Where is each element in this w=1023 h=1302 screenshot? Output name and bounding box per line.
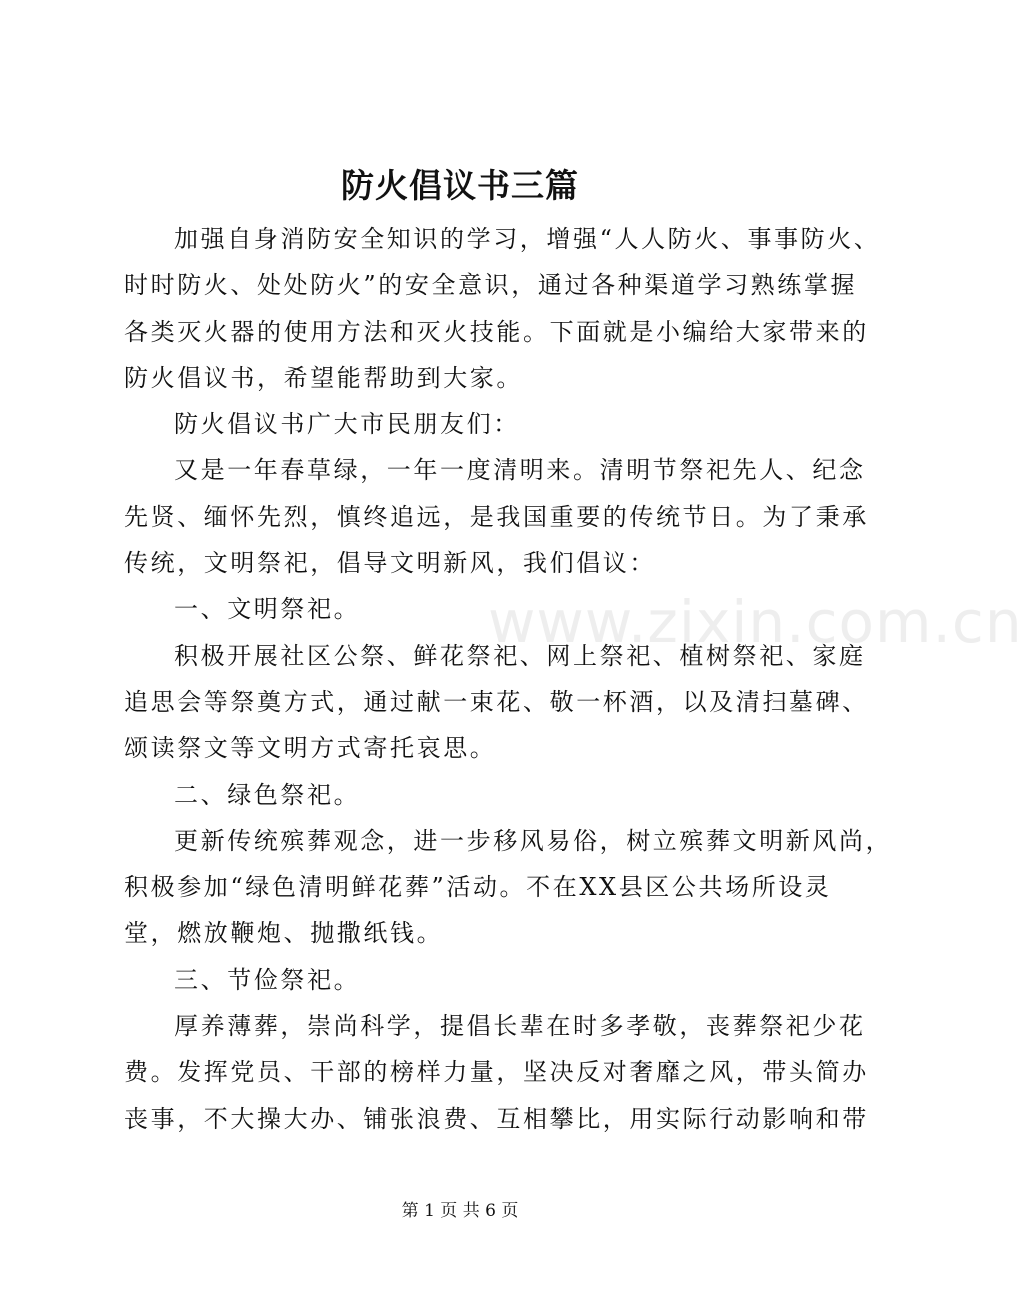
section-heading: 一、文明祭祀。 — [174, 595, 361, 624]
document-title: 防火倡议书三篇 — [341, 166, 579, 205]
paragraph-line: 防火倡议书广大市民朋友们： — [174, 410, 520, 439]
watermark: www.zixin.com.cn — [488, 588, 1023, 656]
paragraph-line: 防火倡议书，希望能帮助到大家。 — [124, 363, 523, 392]
paragraph-line: 厚养薄葬，崇尚科学，提倡长辈在时多孝敬，丧葬祭祀少花 — [174, 1012, 866, 1041]
paragraph-line: 丧事，不大操大办、铺张浪费、互相攀比，用实际行动影响和带 — [124, 1104, 869, 1133]
document-body — [124, 216, 893, 1142]
paragraph-line: 传统，文明祭祀，倡导文明新风，我们倡议： — [124, 549, 656, 578]
paragraph-line: 积极开展社区公祭、鲜花祭祀、网上祭祀、植树祭祀、家庭 — [174, 641, 866, 670]
paragraph-line: 时时防火、处处防火”的安全意识，通过各种渠道学习熟练掌握 — [124, 271, 858, 300]
paragraph-line: 又是一年春草绿，一年一度清明来。清明节祭祀先人、纪念 — [174, 456, 866, 485]
section-heading: 二、绿色祭祀。 — [174, 780, 361, 809]
section-heading: 三、节俭祭祀。 — [174, 965, 361, 994]
paragraph-line: 颂读祭文等文明方式寄托哀思。 — [124, 734, 497, 763]
paragraph-line: 先贤、缅怀先烈，慎终追远，是我国重要的传统节日。为了秉承 — [124, 502, 869, 531]
paragraph-line: 各类灭火器的使用方法和灭火技能。下面就是小编给大家带来的 — [124, 317, 869, 346]
page-footer: 第 1 页 共 6 页 — [401, 1201, 519, 1221]
paragraph-line: 费。发挥党员、干部的榜样力量，坚决反对奢靡之风，带头简办 — [124, 1058, 869, 1087]
paragraph-line: 堂，燃放鞭炮、抛撒纸钱。 — [124, 919, 444, 948]
paragraph-line: 积极参加“绿色清明鲜花葬”活动。不在XX县区公共场所设灵 — [124, 873, 832, 902]
paragraph-line: 更新传统殡葬观念，进一步移风易俗，树立殡葬文明新风尚， — [174, 826, 893, 855]
paragraph-line: 加强自身消防安全知识的学习，增强“人人防火、事事防火、 — [174, 225, 881, 253]
paragraph-line: 追思会等祭奠方式，通过献一束花、敬一杯酒，以及清扫墓碑、 — [124, 687, 869, 716]
